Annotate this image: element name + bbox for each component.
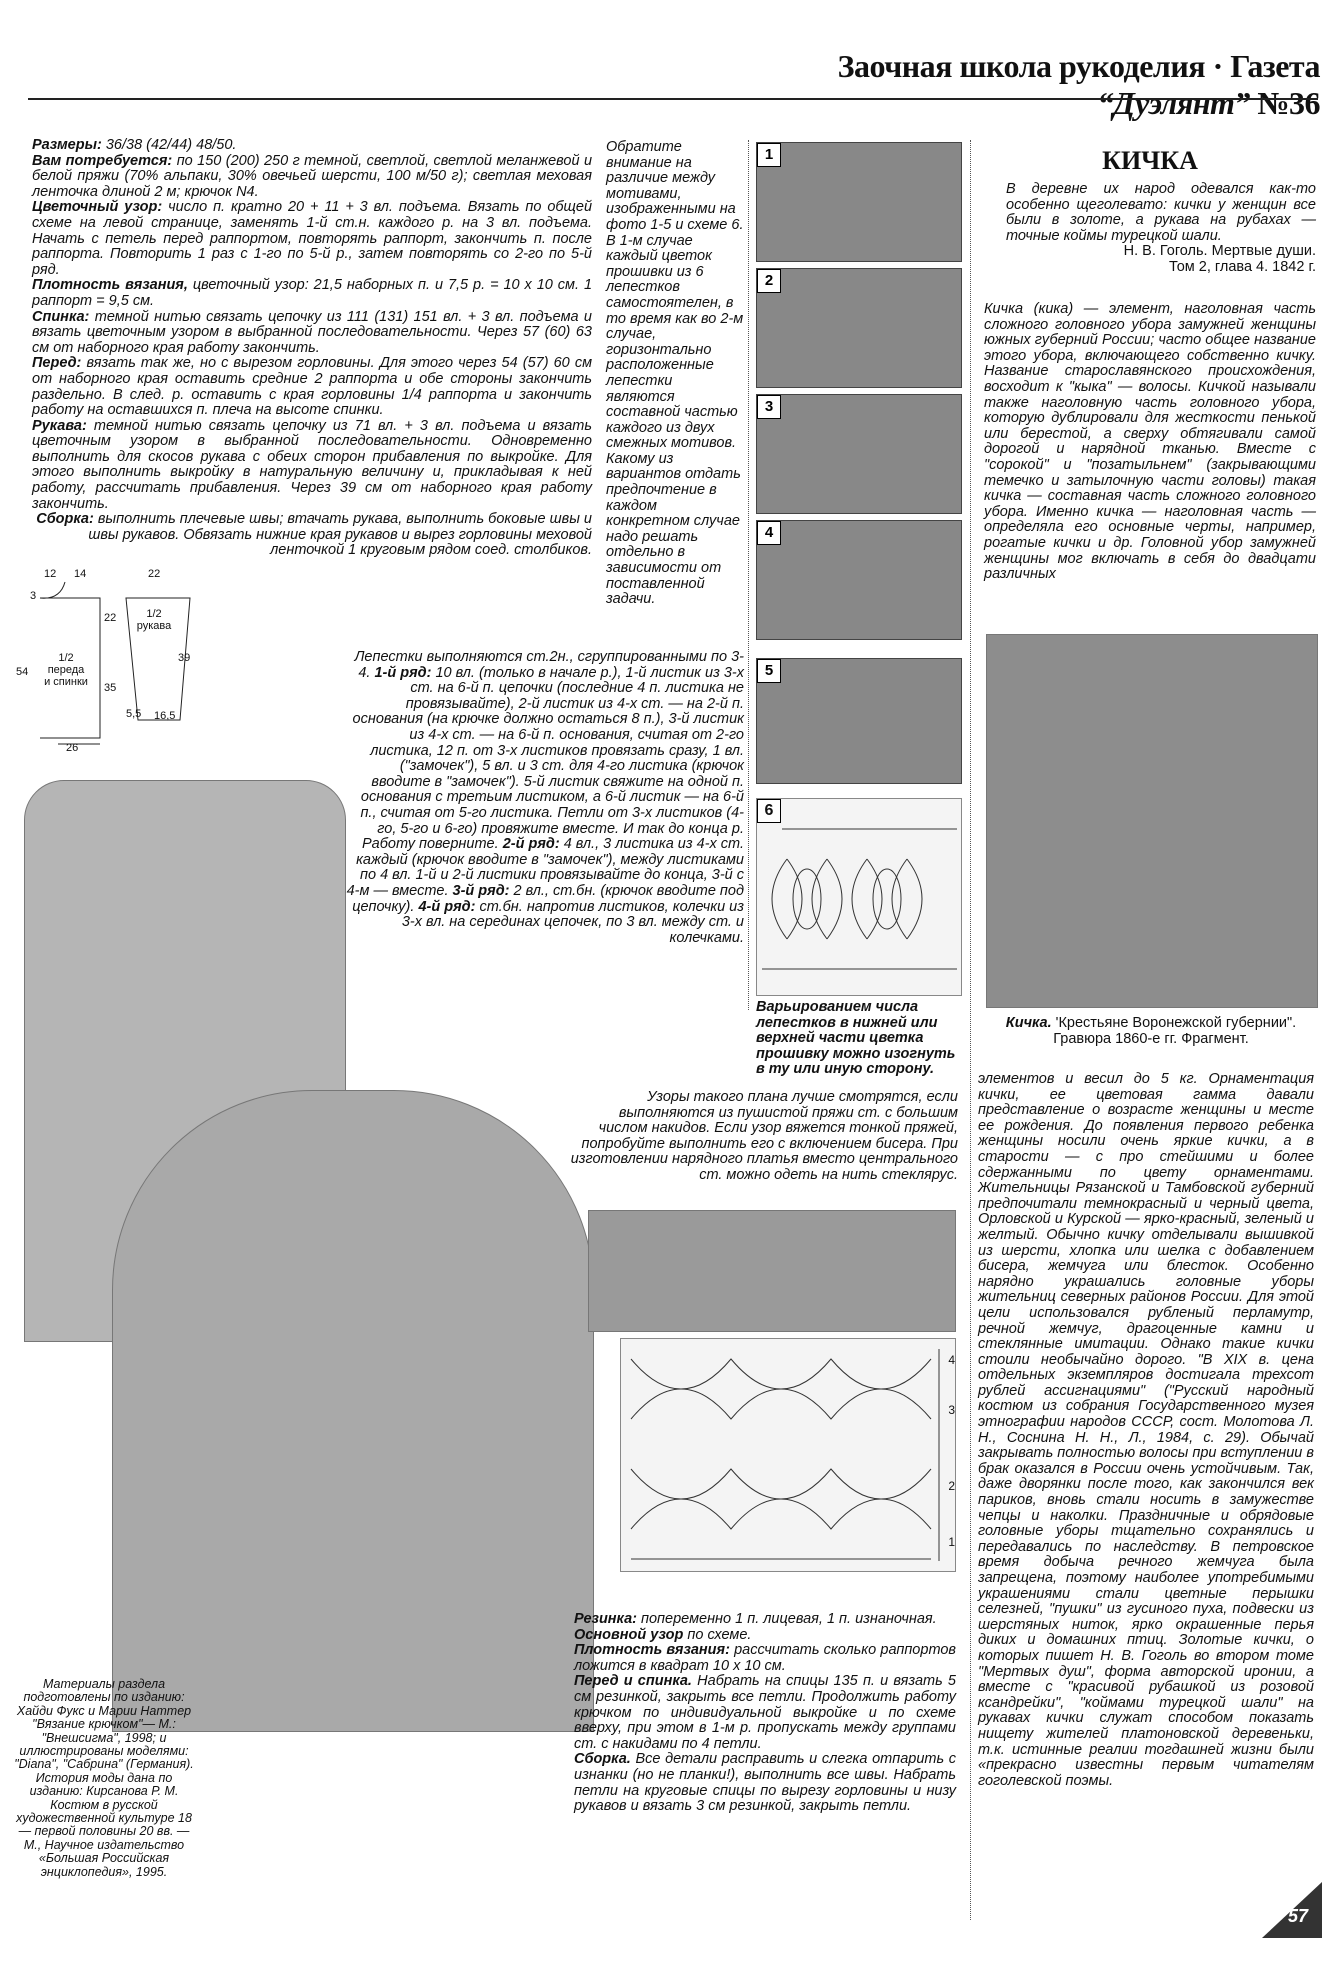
garment-schematic <box>16 568 200 754</box>
front-text: вязать так же, но с вырезом горловины. Для этого через 54 (57) 60 см от наборного края оставить средние 2 раппорта и обе стороны закончить раздельно. В след. р. оставить с края горловины 1/4 раппорта и закончить работу на оставшихся п. плеча на высоте спинки. <box>32 355 593 419</box>
model-photo-2 <box>112 1090 594 1732</box>
pattern-instructions <box>32 138 592 559</box>
step-number: 4 <box>757 521 781 545</box>
step-number: 5 <box>757 659 781 683</box>
sleeve-label: Рукава: <box>32 417 87 434</box>
assembly-text: выполнить плечевые швы; втачать рукава, выполнить боковые швы и швы рукавов. Обвязать нижние края рукавов и вырез горловины меховой ленточкой 1 круговым рядом соед. столбиков. <box>88 511 592 559</box>
dim-22-side: 22 <box>104 612 117 624</box>
density-label: Плотность вязания, <box>32 277 188 294</box>
petals-instructions: Лепестки выполняются ст.2н., сгруппированными по 3-4. 1-й ряд: 10 вл. (только в начале р.), 1-й листик из 3-х ст. на 6-й п. цепочки (последние 4 п. листика не провязывайте), 2-й листик из 4-х ст. — на 2-й п. основания (на крючке должно остаться 8 п.), 3-й листик из 4-х ст. — на 6-й п. основания, считая от 2-го листика, 12 п. от 3-х листиков провязать сразу, 1 вл. ("замочек"), 5 вл. и 3 ст. для 4-го листика (крючок вводите в "замочек"). 5-й листик свяжите на одной п. основания с третьим листиком, а 6-й листик — на 6-й п., считая от 5-го листика. Петли от 3-х листиков (4-го, 5-го и 6-го) провяжите вместе. И так до конца р. Работу поверните. 2-й ряд: 4 вл., 3 листика из 4-х ст. каждый (крючок вводите в "замочек"), между листиками по 4 вл. 1-й и 2-й листики провязывайте до конца, 3-й с 4-м — вместе. 3-й ряд: 2 вл., ст.бн. (крючок вводите под цепочку). 4-й ряд: ст.бн. напротив листиков, колечки из 3-х вл. на серединах цепочек, по 3 вл. между ст. и колечками. <box>346 649 744 946</box>
dim-26: 26 <box>66 742 79 754</box>
chart-row-1: 1 <box>948 1535 955 1549</box>
front-label: Перед: <box>32 355 82 372</box>
need-label: Вам потребуется: <box>32 152 173 169</box>
dim-3: 3 <box>30 590 37 602</box>
step-number: 6 <box>757 799 781 823</box>
sources-note: Материалы раздела подготовлены по изданию: Хайди Фукс и Марии Наттер "Вязание крючком"— М.: "Внешсигма", 1998; и иллюстрированы моделями: "Diana", "Сабрина" (Германия). История моды дана по изданию: Кирсанова Р. М. Костюм в русской художественной культуре 18 — первой половины 20 вв. — М., Научное издательство «Большая Российская энциклопедия», 1995. <box>14 1677 194 1879</box>
chart-row-2: 2 <box>948 1479 955 1493</box>
step-number: 2 <box>757 269 781 293</box>
note-column <box>606 140 744 608</box>
step-photo-1 <box>756 142 962 262</box>
need-text: по 150 (200) 250 г темной, светлой, светлой меланжевой и белой пряжи (70% альпаки, 30% овечьей шерсти, 100 м/50 г); светлая меховая ленточка длиной 2 м; крючок N4. <box>32 152 593 200</box>
note-text: Обратите внимание на различие между мотивами, изображенными на фото 1-5 и схеме 6. В 1-м случае каждый цветок прошивки из 6 лепестков самостоятелен, в то время как во 2-м случае, горизонтально расположенные лепестки являются составной частью каждого из двух смежных мотивов. Какому из вариантов отдать предпочтение в каждом конкретном случае надо решать отдельно в зависимости от поставленной задачи. <box>606 139 744 608</box>
step-photo-4 <box>756 520 962 640</box>
masthead-rule <box>28 98 1318 100</box>
lace-chart <box>620 1338 956 1572</box>
sleeve-text: темной нитью связать цепочку из 71 вл. + 3 вл. подъема и вязать цветочным узором в выбранной последовательности. Одновременно выполнить для скосов рукава с обеих сторон прибавления по выкройке. Для этого выполнить выкройку в натуральную величину и, прикладывая к ней работу, рассчитать прибавления. Через 39 см от наборного края работу закончить. <box>32 417 592 512</box>
masthead-number: №36 <box>1257 85 1320 121</box>
density-text: цветочный узор: 21,5 наборных п. и 7,5 р. = 10 х 10 см. 1 раппорт = 9,5 см. <box>32 277 593 309</box>
step-photo-2 <box>756 268 962 388</box>
back-text: темной нитью связать цепочку из 111 (131) 151 вл. + 3 вл. подъема и вязать цветочным узором в выбранной последовательности. Через 57 (60) 63 см от наборного края работу закончить. <box>32 308 593 356</box>
step-number: 1 <box>757 143 781 167</box>
kicha-body-2: элементов и весил до 5 кг. Орнаментация кички, ее цветовая гамма давали представление о возрасте женщины и месте ее рождения. До появления первого ребенка женщины носили очень яркие кички, а в старости — с про стейшими и более сдержанными по цвету орнаментами. Жительницы Рязанской и Тамбовской губерний предпочитали темнокрасный и черный цвета, Орловской и Курской — ярко-красный, зеленый и желтый. Обычно кичку отделывали вышивкой из шерсти, хлопка или шелка с добавлением бисера, жемчуга или блесток. Особенно нарядно украшались головные уборы жительниц северных районов России. Для этой цели использовался рубленый перламутр, речной жемчуг, драгоценные камни и стеклянные имитации. Однако такие кички стоили необычайно дорого. "В XIX в. цена отдельных экземпляров достигала трехсот рублей ассигнациями" ("Русский народный костюм из собрания Государственного музея этнографии народов СССР, сост. Молотова Л. Н., Соснина Н. Н., Л., 1984, с. 29). Обычай закрывать полностью волосы при вступлении в брак оказался в России очень устойчивым. Так, даже дворянки после того, как закончился век париков, вновь стали носить в замужестве чепцы и наколки. Праздничные и обрядовые головные уборы тщательно сохранялись и передавались по наследству. В петровское время добыча речного жемчуга была запрещена, поэтому наиболее употребимыми украшениями стали цветные перышки селезней, "пушки" из гусиного пуха, подвески из шерстяных ниток, ярко окрашенные перья диких и домашних птиц. Золотые кички, о которых пишет Н. В. Гоголь во втором томе "Мертвых душ", форма авторской иронии, а вместе с "красивой рубашкой из розовой ксандрейки", "коймами турецкой шали" на рукавах кички служат способом показать нищету жителей платоновской деревеньки, т.к. истинные реалии тогдашней жизни были «прекрасно известны первым читателям гоголевской поэмы. <box>978 1071 1314 1789</box>
fluffy-yarn-note: Узоры такого плана лучше смотрятся, если выполняются из пушистой пряжи ст. с большим числом накидов. Если узор вяжется тонкой пряжей, попробуйте выполнить его с включением бисера. При изготовлении нарядного платья вместо центрального ст. можно одеть на нить стеклярус. <box>570 1089 958 1183</box>
masthead-paper: “Дуэлянт” <box>1097 85 1250 121</box>
dim-22-top: 22 <box>148 568 161 580</box>
back-label: Спинка: <box>32 308 90 325</box>
masthead-school: Заочная школа рукоделия · Газета <box>837 48 1320 84</box>
front-back-label: 1/2 переда и спинки <box>44 652 88 688</box>
chart-row-4: 4 <box>948 1353 955 1367</box>
step-photo-5 <box>756 658 962 784</box>
page-number: 57 <box>1288 1906 1309 1926</box>
kicha-body-1: Кичка (кика) — элемент, наголовная часть сложного головного убора замужней женщины южных губерний России; часто общее название этого убора, включающего собственно кичку. Название старославянского происхождения, восходит к "кыка" — волосы. Кичкой называли также наголовную часть головного убора, которую дублировали для жесткости пенькой или берестой, а сверху обтягивали самой дорогой и нарядной тканью. Вместе с "сорокой" и "позатыльнем" (закрывающими темечко и затылочную части головы) такая кичка — составная часть сложного головного убора. Именно кичка — наголовная часть — определяла его основные черты, например, рогатые кички и др. Головной убор замужней женщины мог включать в себя до двадцати различных <box>984 301 1316 583</box>
step-photo-3 <box>756 394 962 514</box>
dim-16-5: 16,5 <box>154 710 176 722</box>
chart-row-3: 3 <box>948 1403 955 1417</box>
lace-swatch-photo <box>588 1210 956 1332</box>
dim-5-5: 5,5 <box>126 708 142 720</box>
kicha-attribution-2: Том 2, глава 4. 1842 г. <box>1169 258 1316 275</box>
petal-chart-graphic <box>757 799 961 995</box>
dim-35: 35 <box>104 682 117 694</box>
flower-text: число п. кратно 20 + 11 + 3 вл. подъема. Вязать по общей схеме на левой странице, заменять 1-й ст.н. каждого р. на 3 вл. подъема. Начать с петель перед раппортом, повторять раппорт, закончить п. после раппорта. Повторить 1 раз с 1-го по 5-й р., затем повторять со 2-го по 5-й ряд. <box>32 199 593 278</box>
engraving-caption: Кичка. 'Крестьяне Воронежской губернии". Гравюра 1860-е гг. Фрагмент. <box>1005 1015 1297 1047</box>
dim-39: 39 <box>178 652 191 664</box>
kicha-title: КИЧКА <box>1102 146 1198 175</box>
masthead <box>700 48 1320 121</box>
kicha-divider <box>970 140 971 1920</box>
sizes-text: 36/38 (42/44) 48/50. <box>105 137 237 153</box>
sizes-label: Размеры: <box>32 137 102 153</box>
sleeve-label: 1/2 рукава <box>136 608 172 632</box>
dim-14: 14 <box>74 568 87 580</box>
step-number: 3 <box>757 395 781 419</box>
assembly-label: Сборка: <box>36 511 94 528</box>
knit-instructions: Резинка: попеременно 1 п. лицевая, 1 п. изнаночная. Основной узор по схеме. Плотность вязания: рассчитать сколько раппортов ложится в квадрат 10 х 10 см. Перед и спинка. Набрать на спицы 135 п. и вязать 5 см резинкой, закрыть все петли. Продолжить работу крючком по индивидуальной выкройке и по схеме вверху, при этом в 1-м р. пропускать между группами ст. с накидами по 4 петли. Сборка. Все детали расправить и слегка отпарить с изнанки (но не планки!), выполнить все швы. Набрать петли на круговые спицы по вырезу горловины и низу рукавов и вязать 3 см резинкой, закрыть петли. <box>574 1611 957 1815</box>
kicha-epigraph: В деревне их народ одевался как-то особенно щеголевато: кички у женщин все были в золоте, а рукава на рубахах — точные коймы турецкой шали. Н. В. Гоголь. Мертвые души. Том 2, глава 4. 1842 г. <box>1006 181 1316 275</box>
engraving-image <box>986 634 1318 1008</box>
steps-divider <box>748 140 749 1010</box>
dim-12: 12 <box>44 568 57 580</box>
dim-54: 54 <box>16 666 29 678</box>
lace-chart-graphic <box>621 1339 955 1571</box>
stitch-diagram-6 <box>756 798 962 996</box>
flower-label: Цветочный узор: <box>32 199 163 216</box>
kicha-attribution-1: Н. В. Гоголь. Мертвые души. <box>1123 243 1316 260</box>
variation-caption: Варьированием числа лепестков в нижней или верхней части цветка прошивку можно изогнуть в ту или иную сторону. <box>756 999 956 1078</box>
